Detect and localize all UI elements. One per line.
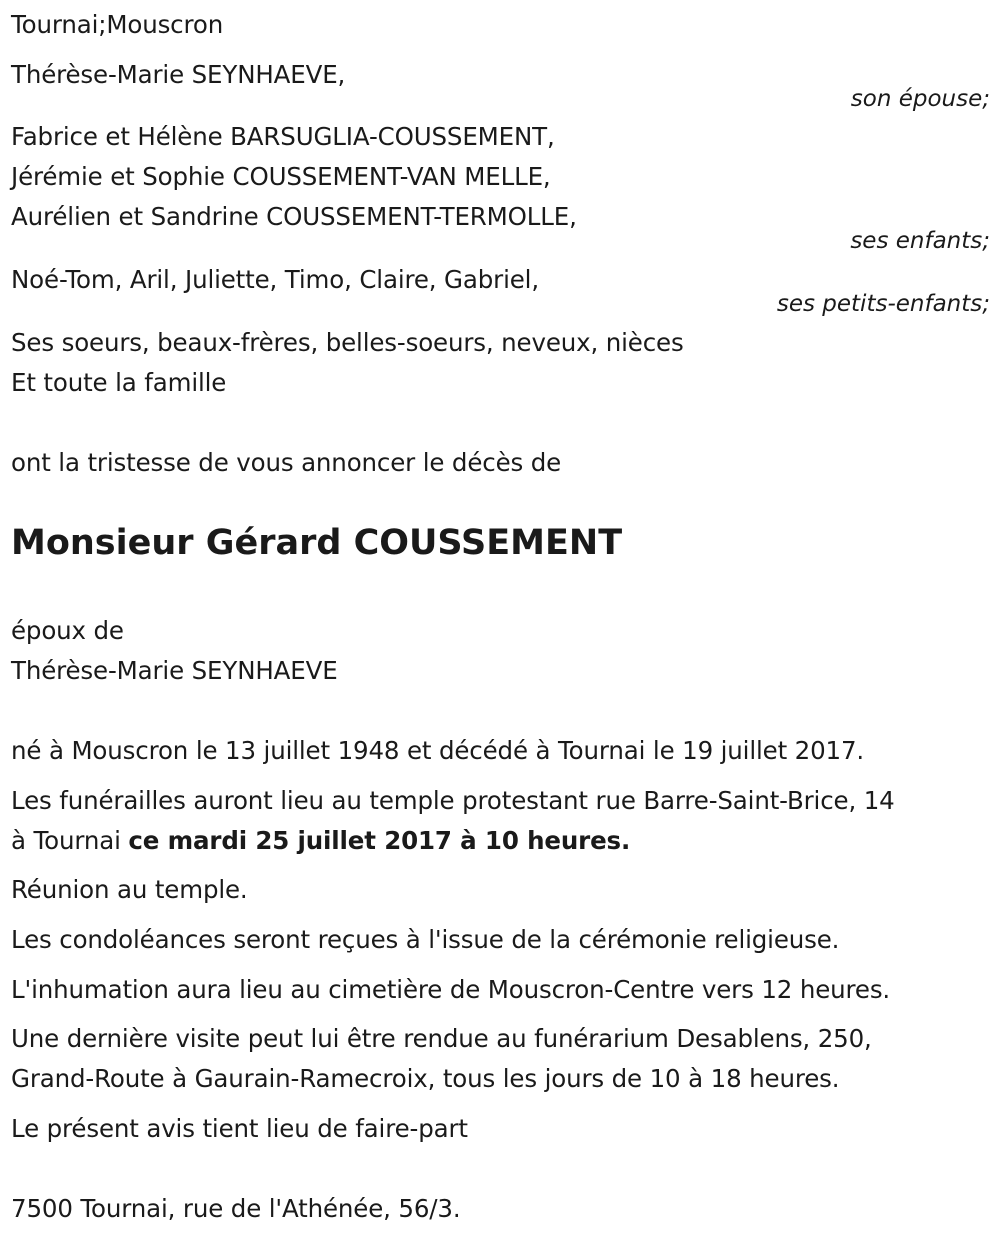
meeting-line: Réunion au temple. [11, 875, 248, 904]
notice-statement: Le présent avis tient lieu de faire-part [11, 1114, 468, 1143]
funeral-date-time: ce mardi 25 juillet 2017 à 10 heures. [128, 826, 631, 855]
birth-death-line: né à Mouscron le 13 juillet 1948 et décédé à Tournai le 19 juillet 2017. [11, 736, 865, 765]
spouse-of-name: Thérèse-Marie SEYNHAEVE [11, 656, 338, 685]
spouse-of-label: époux de [11, 616, 124, 645]
place-header: Tournai;Mouscron [11, 10, 224, 39]
funeral-place: à Tournai [11, 826, 129, 855]
condolences-line: Les condoléances seront reçues à l'issue de la cérémonie religieuse. [11, 925, 840, 954]
visit-line-2: Grand-Route à Gaurain-Ramecroix, tous les jours de 10 à 18 heures. [11, 1064, 840, 1093]
address-line: 7500 Tournai, rue de l'Athénée, 56/3. [11, 1194, 461, 1223]
funeral-line-2 [11, 826, 630, 856]
child-line-2: Jérémie et Sophie COUSSEMENT-VAN MELLE, [11, 162, 551, 191]
burial-line: L'inhumation aura lieu au cimetière de Mouscron-Centre vers 12 heures. [11, 975, 891, 1004]
deceased-name: Monsieur Gérard COUSSEMENT [11, 523, 623, 563]
child-line-3: Aurélien et Sandrine COUSSEMENT-TERMOLLE, [11, 202, 577, 231]
announcement: ont la tristesse de vous annoncer le décès de [11, 448, 562, 477]
spouse-relation: son épouse; [850, 86, 990, 112]
child-line-1: Fabrice et Hélène BARSUGLIA-COUSSEMENT, [11, 122, 555, 151]
family-line-2: Et toute la famille [11, 368, 227, 397]
grandchildren-line: Noé-Tom, Aril, Juliette, Timo, Claire, Gabriel, [11, 265, 539, 294]
grandchildren-relation: ses petits-enfants; [776, 291, 990, 317]
visit-line-1: Une dernière visite peut lui être rendue au funérarium Desablens, 250, [11, 1024, 872, 1053]
funeral-line-1: Les funérailles auront lieu au temple protestant rue Barre-Saint-Brice, 14 [11, 786, 895, 815]
family-line-1: Ses soeurs, beaux-frères, belles-soeurs, neveux, nièces [11, 328, 684, 357]
children-relation: ses enfants; [850, 228, 990, 254]
spouse-name: Thérèse-Marie SEYNHAEVE, [11, 60, 346, 89]
